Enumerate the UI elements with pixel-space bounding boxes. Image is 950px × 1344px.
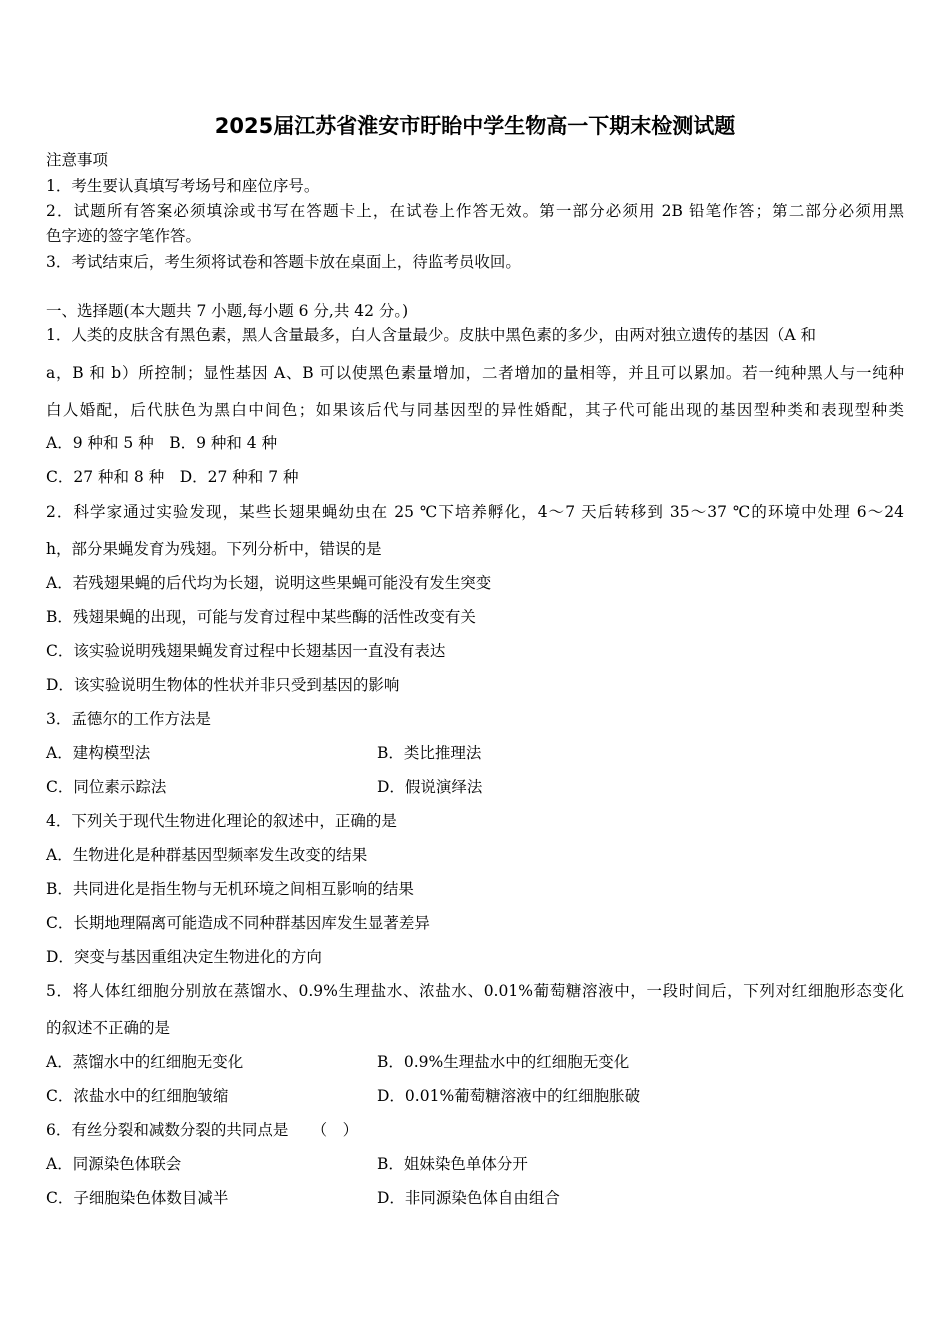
question-4-option: A．生物进化是种群基因型频率发生改变的结果 [46,846,368,864]
question-3-option: C．同位素示踪法 [46,778,167,796]
notice-item: 色字迹的签字笔作答。 [46,227,202,245]
question-1-stem: a，B 和 b）所控制；显性基因 A、B 可以使黑色素量增加，二者增加的量相等，并且可以累加。若一纯种黑人与一纯种 [46,364,904,382]
question-4-option: C．长期地理隔离可能造成不同种群基因库发生显著差异 [46,914,430,932]
question-2-option: C．该实验说明残翅果蝇发育过程中长翅基因一直没有表达 [46,642,446,660]
notice-item: 2．试题所有答案必须填涂或书写在答题卡上，在试卷上作答无效。第一部分必须用 2B 铅笔作答；第二部分必须用黑 [46,202,904,220]
question-3-option: A．建构模型法 [46,744,151,762]
question-1-options: C．27 种和 8 种 D．27 种和 7 种 [46,468,299,486]
question-2-option: B．残翅果蝇的出现，可能与发育过程中某些酶的活性改变有关 [46,608,476,626]
section-heading: 一、选择题(本大题共 7 小题,每小题 6 分,共 42 分。) [46,302,409,320]
question-6-option: D．非同源染色体自由组合 [377,1189,560,1207]
question-1-stem: 1．人类的皮肤含有黑色素，黑人含量最多，白人含量最少。皮肤中黑色素的多少，由两对独立遗传的基因（A 和 [46,326,816,344]
question-2-stem: h，部分果蝇发育为残翅。下列分析中，错误的是 [46,540,382,558]
question-5-stem: 5．将人体红细胞分别放在蒸馏水、0.9%生理盐水、浓盐水、0.01%葡萄糖溶液中，一段时间后，下列对红细胞形态变化 [46,982,904,1000]
question-1-options: A．9 种和 5 种 B．9 种和 4 种 [46,434,278,452]
question-6-stem: 6．有丝分裂和减数分裂的共同点是 （ ） [46,1121,359,1139]
question-5-option: C．浓盐水中的红细胞皱缩 [46,1087,229,1105]
question-2-option: D．该实验说明生物体的性状并非只受到基因的影响 [46,676,400,694]
question-2-stem: 2．科学家通过实验发现，某些长翅果蝇幼虫在 25 ℃下培养孵化，4～7 天后转移到 35～37 ℃的环境中处理 6～24 [46,503,904,521]
question-6-option: A．同源染色体联会 [46,1155,182,1173]
notice-item: 1．考生要认真填写考场号和座位序号。 [46,177,320,195]
question-3-option: D．假说演绎法 [377,778,483,796]
page-title: 2025届江苏省淮安市盱眙中学生物高一下期末检测试题 [214,114,736,138]
question-5-option: A．蒸馏水中的红细胞无变化 [46,1053,244,1071]
notice-heading: 注意事项 [46,151,109,169]
notice-item: 3．考试结束后，考生须将试卷和答题卡放在桌面上，待监考员收回。 [46,253,521,271]
question-5-option: D．0.01%葡萄糖溶液中的红细胞胀破 [377,1087,641,1105]
question-6-option: C．子细胞染色体数目减半 [46,1189,229,1207]
question-4-option: B．共同进化是指生物与无机环境之间相互影响的结果 [46,880,414,898]
question-5-option: B．0.9%生理盐水中的红细胞无变化 [377,1053,630,1071]
question-3-option: B．类比推理法 [377,744,482,762]
question-5-stem: 的叙述不正确的是 [46,1019,171,1037]
question-6-option: B．姐妹染色单体分开 [377,1155,528,1173]
question-3-stem: 3．孟德尔的工作方法是 [46,710,211,728]
question-4-stem: 4．下列关于现代生物进化理论的叙述中，正确的是 [46,812,397,830]
question-2-option: A．若残翅果蝇的后代均为长翅，说明这些果蝇可能没有发生突变 [46,574,492,592]
question-4-option: D．突变与基因重组决定生物进化的方向 [46,948,322,966]
question-1-stem: 白人婚配，后代肤色为黑白中间色；如果该后代与同基因型的异性婚配，其子代可能出现的基因型种类和表现型种类 [46,401,904,419]
